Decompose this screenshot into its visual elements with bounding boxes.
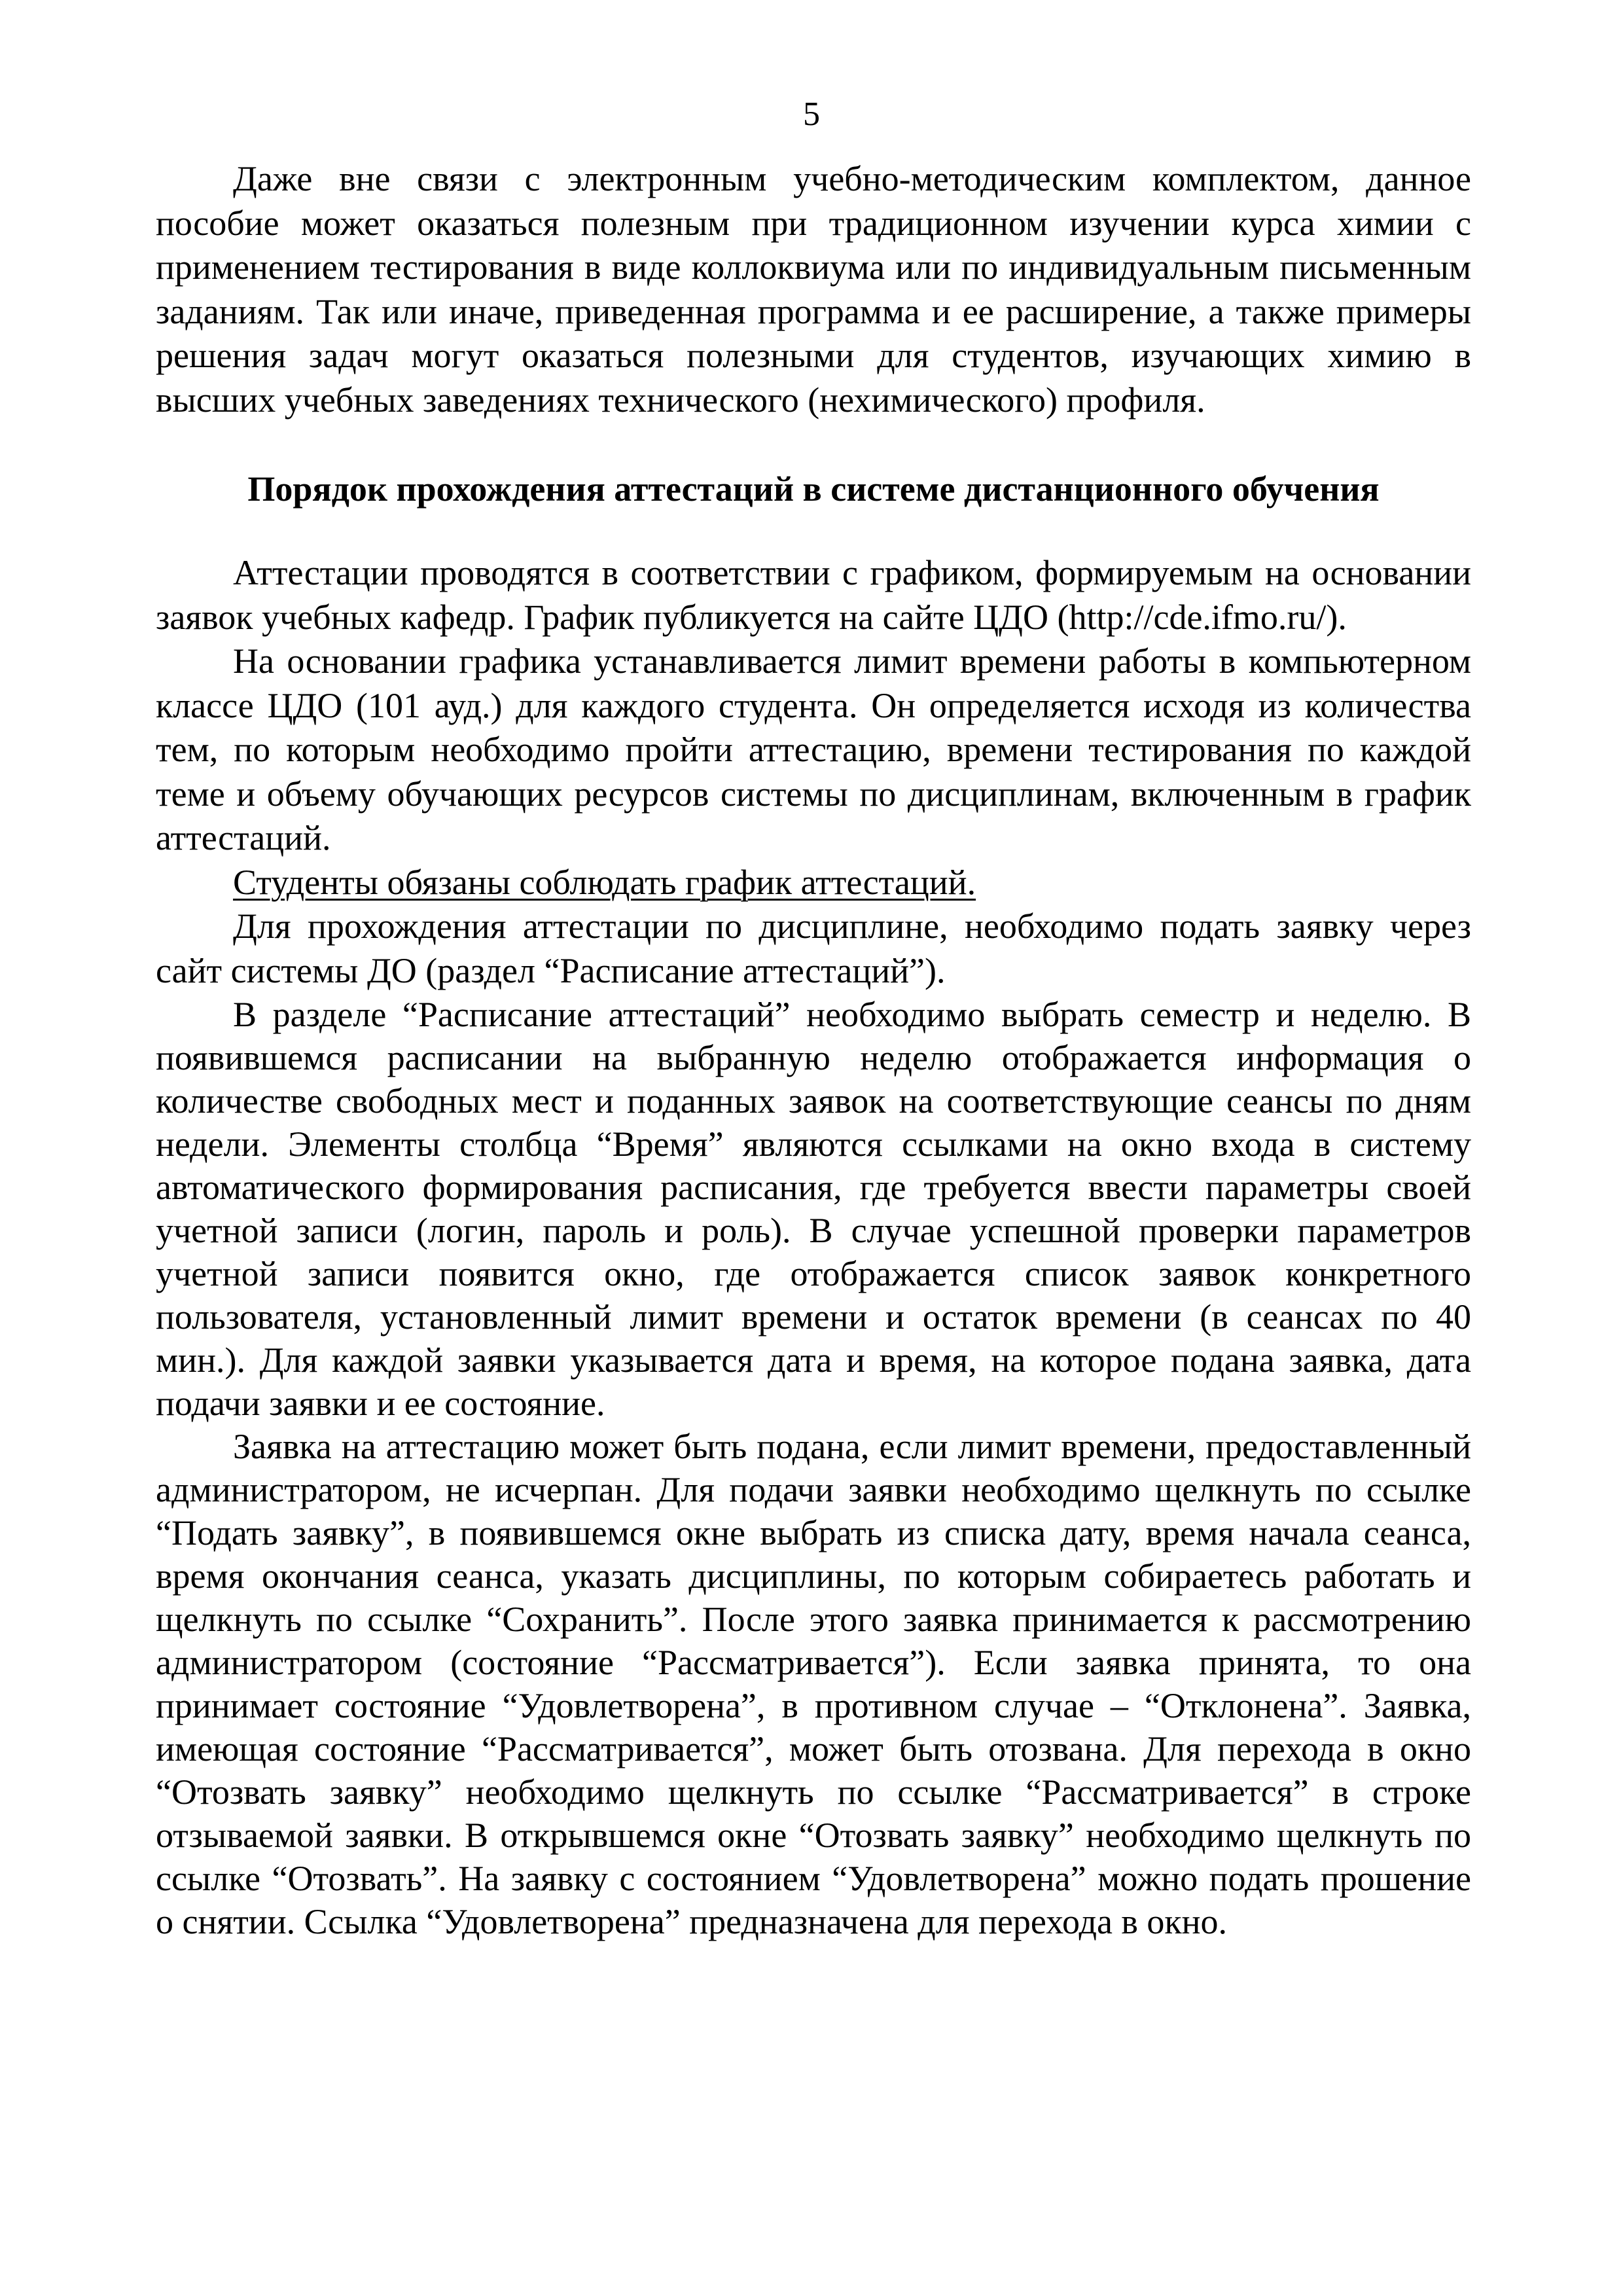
intro-paragraph: Даже вне связи с электронным учебно-методическим комплектом, данное пособие может оказаться полезным при традиционном изучении курса химии с применением тестирования в виде коллоквиума или по индивидуальным письменным заданиям. Так или иначе, приведенная программа и ее расширение, а также примеры решения задач могут оказаться полезными для студентов, изучающих химию в высших учебных заведениях технического (нехимического) профиля. (156, 159, 1471, 420)
paragraph-attestation-schedule: Аттестации проводятся в соответствии с графиком, формируемым на основании заявок учебных кафедр. График публикуется на сайте ЦДО (http://cde.ifmo.ru/). (156, 553, 1471, 637)
paragraph-schedule-section: В разделе “Расписание аттестаций” необходимо выбрать семестр и неделю. В появившемся расписании на выбранную неделю отображается информация о количестве свободных мест и поданных заявок на соответствующие сеансы по дням недели. Элементы столбца “Время” являются ссылками на окно входа в систему автоматического формирования расписания, где требуется ввести параметры своей учетной записи (логин, пароль и роль). В случае успешной проверки параметров учетной записи появится окно, где отображается список заявок конкретного пользователя, установленный лимит времени и остаток времени (в сеансах по 40 мин.). Для каждой заявки указывается дата и время, на которое подана заявка, дата подачи заявки и ее состояние. (156, 995, 1471, 1423)
paragraph-submit-request: Для прохождения аттестации по дисциплине, необходимо подать заявку через сайт системы ДО (раздел “Расписание аттестаций”). (156, 906, 1471, 990)
paragraph-time-limit: На основании графика устанавливается лимит времени работы в компьютерном классе ЦДО (101 ауд.) для каждого студента. Он определяется исходя из количества тем, по которым необходимо пройти аттестацию, времени тестирования по каждой теме и объему обучающих ресурсов системы по дисциплинам, включенным в график аттестаций. (156, 641, 1471, 857)
section-heading: Порядок прохождения аттестаций в системе дистанционного обучения (247, 469, 1380, 509)
paragraph-request-states: Заявка на аттестацию может быть подана, если лимит времени, предоставленный администратором, не исчерпан. Для подачи заявки необходимо щелкнуть по ссылке “Подать заявку”, в появившемся окне выбрать из списка дату, время начала сеанса, время окончания сеанса, указать дисциплины, по которым собираетесь работать и щелкнуть по ссылке “Сохранить”. После этого заявка принимается к рассмотрению администратором (состояние “Рассматривается”). Если заявка принята, то она принимает состояние “Удовлетворена”, в противном случае – “Отклонена”. Заявка, имеющая состояние “Рассматривается”, может быть отозвана. Для перехода в окно “Отозвать заявку” необходимо щелкнуть по ссылке “Рассматривается” в строке отзываемой заявки. В открывшемся окне “Отозвать заявку” необходимо щелкнуть по ссылке “Отозвать”. На заявку с состоянием “Удовлетворена” можно подать прошение о снятии. Ссылка “Удовлетворена” предназначена для перехода в окно. (156, 1427, 1471, 1941)
underlined-rule: Студенты обязаны соблюдать график аттестаций. (233, 862, 976, 902)
paragraph-schedule-obligation (156, 861, 1471, 905)
page-number: 5 (803, 96, 820, 133)
page-body (156, 157, 1471, 1943)
